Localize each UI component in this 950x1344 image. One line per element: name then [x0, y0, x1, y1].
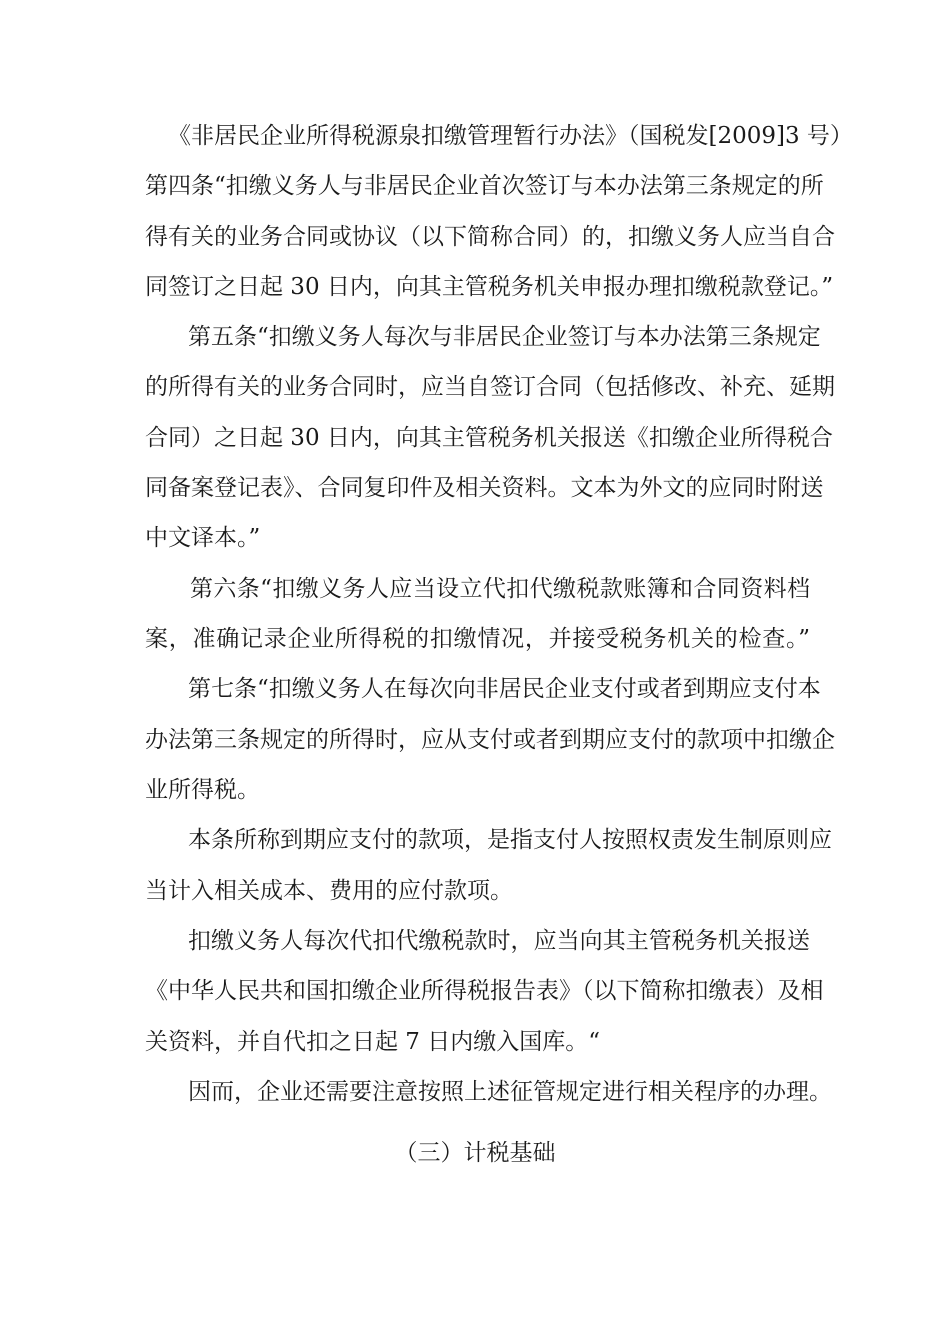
text-line: 中文译本。”	[145, 525, 261, 551]
text-line: 的所得有关的业务合同时，应当自签订合同（包括修改、补充、延期	[145, 374, 835, 400]
text-line: 办法第三条规定的所得时，应从支付或者到期应支付的款项中扣缴企	[145, 727, 835, 753]
text-line: 合同）之日起 30 日内，向其主管税务机关报送《扣缴企业所得税合	[145, 425, 833, 451]
text-line: 得有关的业务合同或协议（以下简称合同）的，扣缴义务人应当自合	[145, 224, 835, 250]
text-line: 当计入相关成本、费用的应付款项。	[145, 878, 513, 904]
text-line: 业所得税。	[145, 777, 260, 803]
text-line: 同签订之日起 30 日内，向其主管税务机关申报办理扣缴税款登记。”	[145, 274, 834, 300]
text-line: 同备案登记表》、合同复印件及相关资料。文本为外文的应同时附送	[145, 475, 824, 501]
section-heading: （三）计税基础	[394, 1140, 556, 1166]
text-line: 第六条“扣缴义务人应当设立代扣代缴税款账簿和合同资料档	[190, 576, 810, 602]
text-line: 因而，企业还需要注意按照上述征管规定进行相关程序的办理。	[188, 1079, 832, 1105]
text-line: 本条所称到期应支付的款项，是指支付人按照权责发生制原则应	[188, 827, 832, 853]
text-line: 《中华人民共和国扣缴企业所得税报告表》（以下简称扣缴表）及相	[145, 978, 824, 1004]
text-line: 第七条“扣缴义务人在每次向非居民企业支付或者到期应支付本	[188, 676, 821, 702]
text-line: 关资料，并自代扣之日起 7 日内缴入国库。“	[145, 1029, 601, 1055]
text-line: 扣缴义务人每次代扣代缴税款时，应当向其主管税务机关报送	[188, 928, 810, 954]
text-line: 第四条“扣缴义务人与非居民企业首次签订与本办法第三条规定的所	[145, 173, 824, 199]
text-line: 第五条“扣缴义务人每次与非居民企业签订与本办法第三条规定	[188, 324, 821, 350]
text-line: 案，准确记录企业所得税的扣缴情况，并接受税务机关的检查。”	[145, 626, 810, 652]
text-line: 《非居民企业所得税源泉扣缴管理暂行办法》（国税发[2009]3 号）	[168, 123, 853, 149]
